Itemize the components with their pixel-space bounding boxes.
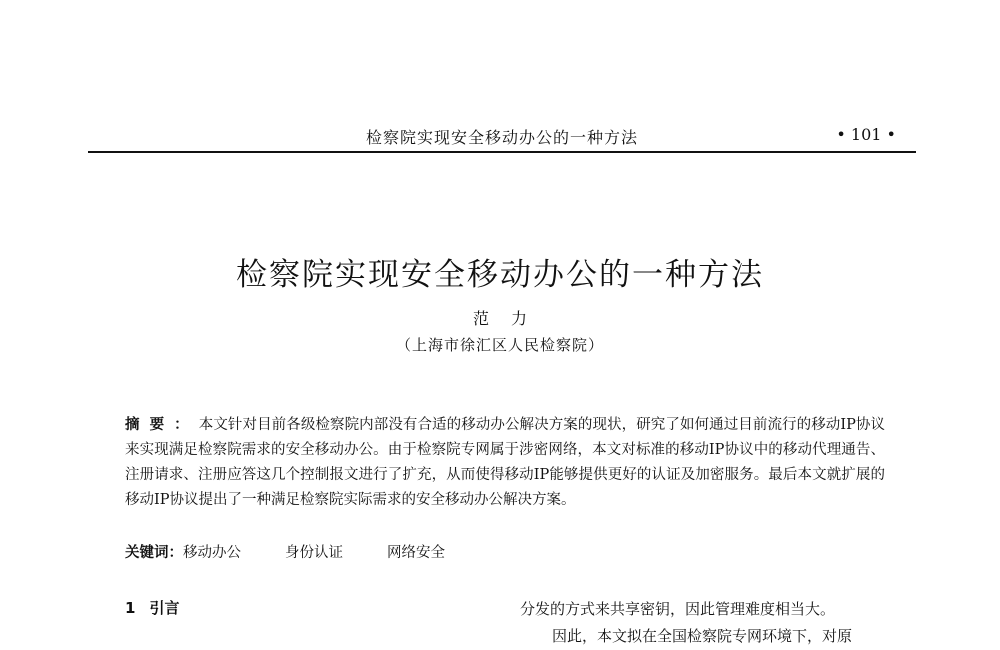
running-header (88, 121, 916, 153)
article-title: 检察院实现安全移动办公的一种方法 (236, 256, 764, 293)
page-number: • 101 • (836, 125, 896, 144)
author-name: 范力 (472, 309, 549, 328)
body-text-right-column (520, 596, 920, 650)
keyword: 网络安全 (387, 545, 445, 561)
abstract-label: 摘要： (125, 416, 199, 433)
keyword: 移动办公 (183, 545, 241, 561)
abstract (125, 412, 885, 513)
keywords (125, 540, 885, 566)
section-heading (125, 597, 179, 618)
running-title: 检察院实现安全移动办公的一种方法 (365, 128, 638, 147)
abstract-text: 本文针对目前各级检察院内部没有合适的移动办公解决方案的现状，研究了如何通过目前流行的移动IP协议来实现满足检察院需求的安全移动办公。由于检察院专网属于涉密网络，本文对标准的移动IP协议中的移动代理通告、注册请求、注册应答这几个控制报文进行了扩充，从而使得移动IP能够提供更好的认证及加密服务。最后本文就扩展的移动IP协议提出了一种满足检察院实际需求的安全移动办公解决方案。 (125, 417, 885, 508)
section-number: 1 (125, 599, 136, 617)
keywords-label: 关键词： (125, 544, 183, 561)
section-title: 引言 (149, 599, 180, 617)
keyword: 身份认证 (285, 545, 343, 561)
author-affiliation: （上海市徐汇区人民检察院） (395, 336, 604, 354)
body-line: 分发的方式来共享密钥，因此管理难度相当大。 (520, 600, 836, 618)
body-line: 因此，本文拟在全国检察院专网环境下，对原 (552, 627, 853, 645)
